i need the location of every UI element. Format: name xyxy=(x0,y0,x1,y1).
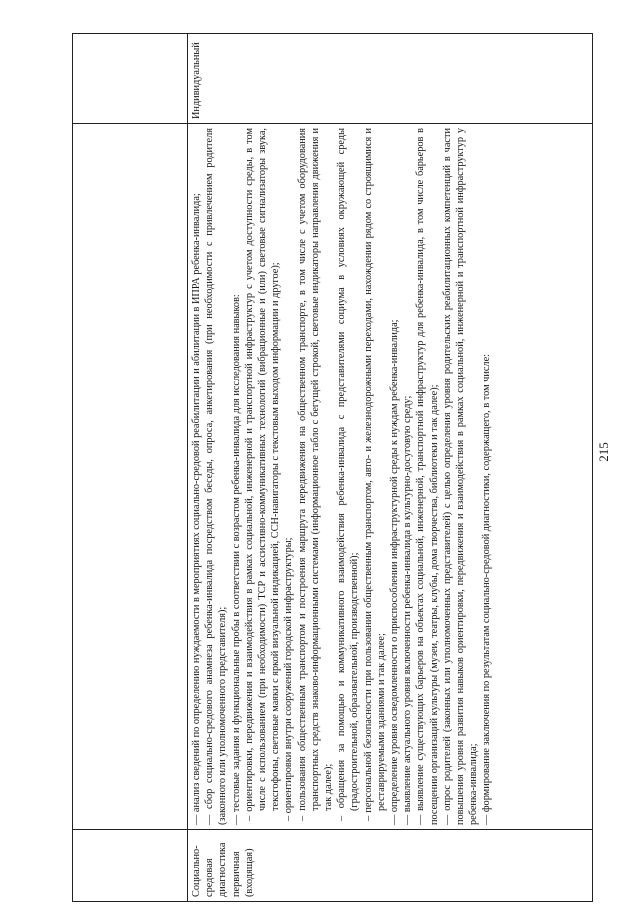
list-item: — определение уровня осведомленности о приспособлении инфраструктурной среды к нуждам ребенка-инвалида; xyxy=(389,319,401,825)
list-item: — анализ сведений по определению нуждаемости в мероприятиях социально-средовой реабилитации и абилитации в ИПРА ребенка-инвалида; xyxy=(191,193,202,825)
list-subitem: – обращения за помощью и коммуникативного взаимодействия ребенка-инвалида с представителями социума в условиях окружающей среды (градостроительной, образовательной, производственной); xyxy=(336,128,361,821)
table-row-previous xyxy=(73,34,188,902)
empty-cell xyxy=(73,830,188,902)
empty-cell xyxy=(73,34,188,124)
rehabilitation-table xyxy=(72,33,593,902)
list-item: — формирование заключения по результатам социально-средовой диагностики, содержащего, в том числе: xyxy=(481,354,493,825)
list-item: — выявление актуального уровня включенности ребенка-инвалида в культурно-досуговую среду; xyxy=(402,395,414,825)
list-item: — выявление существующих барьеров на объектах социальной, инженерной, транспортной инфраструктур для ребенка-инвалида, в том числе барьеров в посещении организаций культуры (музеи, театры, клубы, дома творчества, библиотеки и так далее); xyxy=(415,128,440,825)
list-item: — тестовые задания и функциональные пробы в соответствии с возрастом ребенка-инвалида для исследования навыков: xyxy=(230,294,242,825)
list-item: — опрос родителей (законных или уполномоченных представителей) с целью определения уровня родительских реабилитационных компетенций в части повышения уровня развития навыков ориентировки, передвижения и взаимодействия в рамках социальной, инженерной и транспортной инфраструктур у ребенка-инвалида; xyxy=(441,128,480,825)
stage-name-cell: Социально- средовая диагностика первичная (входящая) xyxy=(188,830,593,902)
list-item: — сбор социально-средового анамнеза ребенка-инвалида посредством беседы, опроса, анкетирования (при необходимости с привлечением родителя (законного или уполномоченного представителя); xyxy=(204,128,229,825)
list-subitem: – пользования общественным транспортом и построения маршрута передвижения на общественном транспорте, в том числе с учетом оборудования транспортных средств знаково-информационными системами (информационное табло с бегущей строкой, световые индикаторы направления движения и так далее); xyxy=(296,128,335,821)
rotated-table-container xyxy=(72,34,593,902)
list-subitem: – ориентировки внутри сооружений городской инфраструктуры; xyxy=(283,537,295,821)
list-subitem: – ориентировки, передвижения и взаимодействия в рамках социальной, инженерной и транспортной инфраструктур с учетом доступности среды, в том числе с использованием (при необходимости) ТСР и ассистивно-коммуникативных технологий (вибрационные и (или) световые сигнализаторы звука, тексгофоны, световые маяки с яркой визуальной индикацией, ССН-навигаторы с текстовым выходом информации и другое); xyxy=(243,128,282,821)
table-row xyxy=(188,34,593,902)
list-subitem: – персональной безопасности при пользовании общественным транспортом, авто- и железнодорожными переходами, нахождении рядом со строящимися и реставрируемыми зданиями и так далее; xyxy=(362,128,387,821)
format-cell: Индивидуальный xyxy=(188,34,593,124)
page-number: 215 xyxy=(596,442,611,462)
activities-cell xyxy=(188,124,593,830)
empty-cell xyxy=(73,124,188,830)
